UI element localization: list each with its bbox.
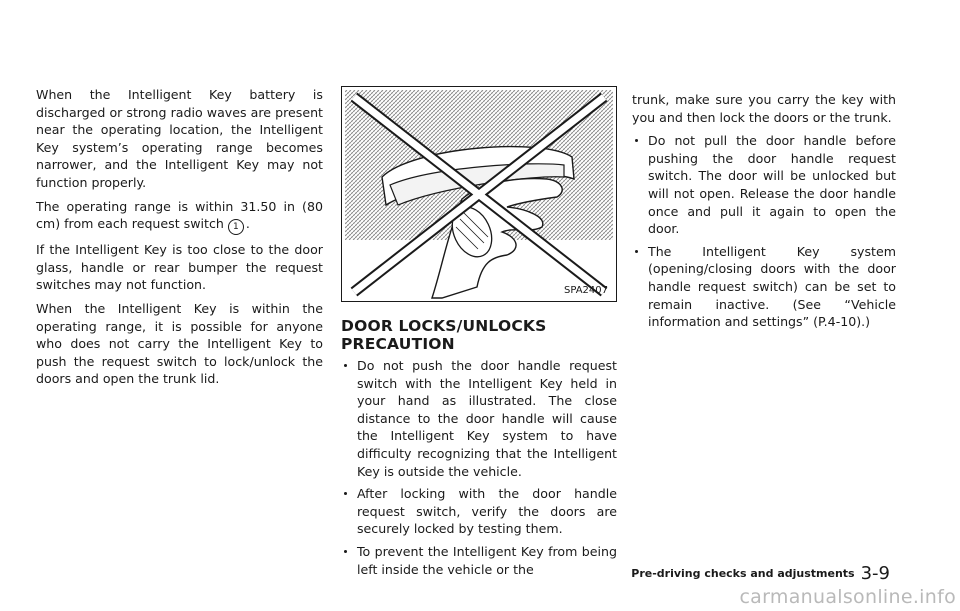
bullet-item: The Intelligent Key system (opening/closing doors with the door handle request switch) can be set to remain inactive. (See “Vehicle information and settings” (P.4-10).) [632,243,896,331]
figure-code: SPA2407 [563,285,608,296]
door-handle-illustration [342,87,616,301]
paragraph-range [36,198,323,236]
range-text: The operating range is within 31.50 in (80 cm) from each request switch [36,198,323,232]
illustration-figure [341,86,617,302]
bullet-item: Do not push the door handle request switch with the Intelligent Key held in your hand as illustrated. The close distance to the door handle will cause the Intelligent Key system to have difficulty recognizing that the Intelligent Key is outside the vehicle. [341,357,617,480]
paragraph-too-close: If the Intelligent Key is too close to the door glass, handle or rear bumper the request switches may not function. [36,242,323,293]
callout-marker: 1 [228,219,244,235]
bullet-item: Do not pull the door handle before pushing the door handle request switch. The door will be unlocked but will not open. Release the door handle once and pull it again to open the door. [632,132,896,238]
page-footer [631,563,890,584]
right-column [632,91,896,336]
bullet-continuation: trunk, make sure you carry the key with you and then lock the doors or the trunk. [632,92,896,125]
bullet-item: After locking with the door handle request switch, verify the doors are securely locked by testing them. [341,485,617,538]
watermark: carmanualsonline.info [739,586,956,608]
range-text-end: . [245,216,250,232]
footer-section-name: Pre-driving checks and adjustments [631,567,855,580]
bullet-item: To prevent the Intelligent Key from being left inside the vehicle or the [341,543,617,578]
page-number: 3-9 [860,563,890,584]
left-column [36,86,323,394]
section-heading: DOOR LOCKS/UNLOCKS PRECAUTION [341,317,547,353]
middle-column-list [341,357,617,583]
paragraph-anyone: When the Intelligent Key is within the operating range, it is possible for anyone who does not carry the Intelligent Key to push the request switch to lock/unlock the doors and open the trunk lid. [36,300,323,387]
paragraph-battery: When the Intelligent Key battery is discharged or strong radio waves are present near the operating location, the Intelligent Key system’s operating range becomes narrower, and the Intelligent Key may not function properly. [36,87,323,190]
